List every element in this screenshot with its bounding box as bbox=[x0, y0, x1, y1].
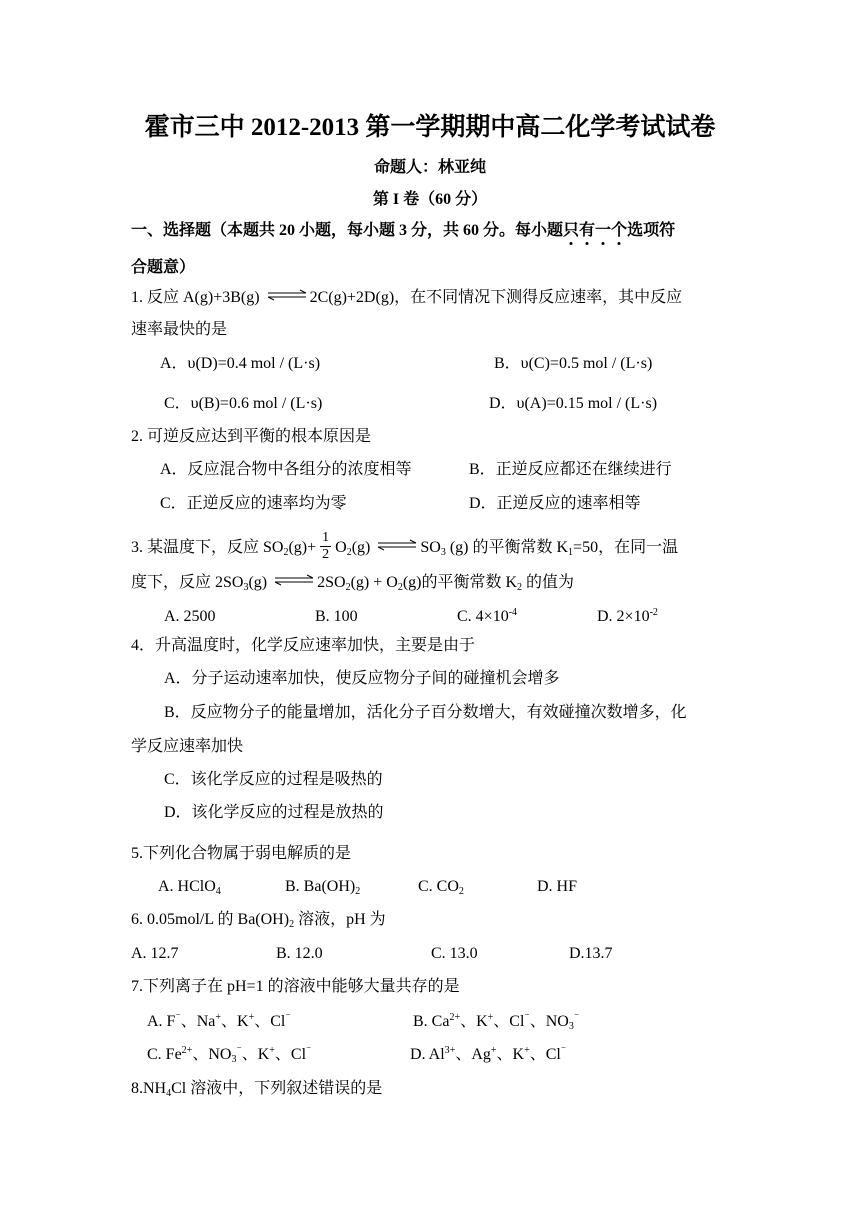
subscript: 2 bbox=[458, 886, 464, 897]
q3-sub: 2 bbox=[346, 547, 352, 559]
q3-sub: 2 bbox=[283, 547, 289, 559]
emphasis-char: 有 bbox=[579, 222, 596, 239]
question-1-stem bbox=[131, 288, 682, 308]
q6-text: 溶液，pH 为 bbox=[294, 911, 386, 928]
q8-text: 8.NH bbox=[131, 1080, 167, 1097]
q3-text: (g) + O bbox=[350, 574, 398, 591]
question-4-option-c: C．该化学反应的过程是吸热的 bbox=[164, 771, 383, 788]
question-1-option-a: A．υ(D)=0.4 mol / (L·s) bbox=[160, 355, 321, 372]
section-heading bbox=[131, 221, 675, 241]
q3-sub: 1 bbox=[568, 547, 574, 559]
subscript: 2 bbox=[355, 886, 361, 897]
question-7-option-a: A. F⁻、Na+、K+、Cl⁻ bbox=[147, 1012, 291, 1030]
q3-sub: 2 bbox=[517, 582, 523, 593]
question-4-option-a: A．分子运动速率加快，使反应物分子间的碰撞机会增多 bbox=[164, 670, 560, 687]
question-6-option-b: B. 12.0 bbox=[276, 945, 323, 962]
exponent: -2 bbox=[649, 607, 658, 618]
section-heading-text: 一、选择题（本题共 20 小题，每小题 3 分，共 60 分。每小题 bbox=[131, 222, 564, 239]
exam-part: 第 I 卷（60 分） bbox=[372, 191, 488, 208]
question-7-option-c: C. $Fe^{2+}$、$NO_3^{^-}$、K+、Cl⁻ bbox=[147, 1045, 312, 1065]
q3-sub: 3 bbox=[440, 547, 446, 559]
question-6-stem bbox=[131, 910, 386, 930]
fraction-numerator: 1 bbox=[322, 530, 330, 545]
option-text: D. 2×10 bbox=[597, 608, 650, 625]
section-heading-line2: 合题意） bbox=[131, 259, 196, 276]
exam-author: 命题人：林亚纯 bbox=[373, 159, 486, 176]
question-1-stem-suffix: 2C(g)+2D(g)，在不同情况下测得反应速率，其中反应 bbox=[309, 289, 683, 306]
question-4-option-b: B．反应物分子的能量增加，活化分子百分数增大，有效碰撞次数增多，化 bbox=[164, 704, 687, 721]
option-text: C. 4×10 bbox=[457, 608, 509, 625]
emphasis-char: 个 bbox=[611, 222, 628, 239]
question-1-stem-prefix: 1. 反应 A(g)+3B(g) bbox=[131, 289, 264, 306]
question-1-option-d: D．υ(A)=0.15 mol / (L·s) bbox=[489, 395, 658, 412]
q3-text: (g)的平衡常数 K bbox=[402, 574, 518, 591]
equilibrium-arrow-icon bbox=[273, 574, 315, 586]
question-6-option-a: A. 12.7 bbox=[131, 945, 179, 962]
question-3-option-d bbox=[597, 607, 658, 627]
subscript: 2 bbox=[289, 919, 295, 930]
question-3-stem bbox=[131, 532, 678, 565]
q3-sub: 2 bbox=[397, 582, 403, 593]
q3-sub: 3 bbox=[243, 582, 249, 593]
option-text: B. Ba(OH) bbox=[285, 878, 356, 895]
subscript: 4 bbox=[215, 886, 221, 897]
option-text: C. CO bbox=[418, 878, 459, 895]
q3-text: (g)+ bbox=[288, 539, 317, 557]
question-3-stem-line2 bbox=[131, 573, 574, 593]
question-7-option-b: B. $Ca^{2+}$、K+、Cl⁻、$NO_3^{^-}$ bbox=[413, 1012, 580, 1032]
q3-sub: 2 bbox=[345, 582, 351, 593]
question-7-option-d: D. $Al^{3+}$、Ag+、K+、Cl⁻ bbox=[410, 1045, 567, 1063]
question-5-option-d: D. HF bbox=[537, 878, 578, 895]
q3-text: (g) bbox=[351, 539, 375, 557]
equilibrium-arrow-icon bbox=[376, 539, 418, 551]
question-5-option-c bbox=[418, 877, 464, 897]
question-4-option-b-line2: 学反应速率加快 bbox=[131, 738, 244, 755]
fraction-denominator: 2 bbox=[322, 547, 330, 562]
question-7-stem: 7.下列离子在 pH=1 的溶液中能够大量共存的是 bbox=[131, 978, 460, 995]
question-3-option-c bbox=[457, 607, 517, 627]
q3-text: (g) bbox=[248, 574, 272, 591]
question-2-option-d: D．正逆反应的速率相等 bbox=[469, 495, 641, 512]
question-5-option-a bbox=[158, 877, 221, 897]
q3-text: 3. 某温度下，反应 SO bbox=[131, 539, 284, 557]
question-5-option-b bbox=[285, 877, 360, 897]
emphasis-char: 一 bbox=[595, 222, 612, 239]
question-8-stem bbox=[131, 1079, 382, 1099]
exponent: -4 bbox=[508, 607, 518, 618]
one-half-fraction bbox=[320, 530, 331, 563]
question-2-option-c: C．正逆反应的速率均为零 bbox=[160, 495, 347, 512]
question-2-option-b: B．正逆反应都还在继续进行 bbox=[469, 461, 672, 478]
emphasis-char: 只 bbox=[563, 222, 580, 239]
q3-text: O bbox=[335, 539, 347, 557]
equilibrium-arrow-icon bbox=[266, 289, 308, 301]
question-5-stem: 5.下列化合物属于弱电解质的是 bbox=[131, 845, 352, 862]
q3-text: (g) 的平衡常数 K bbox=[445, 539, 569, 557]
subscript: 4 bbox=[166, 1088, 172, 1099]
question-1-option-b: B．υ(C)=0.5 mol / (L·s) bbox=[494, 355, 653, 372]
question-4-option-d: D．该化学反应的过程是放热的 bbox=[164, 804, 384, 821]
question-1-stem-line2: 速率最快的是 bbox=[131, 321, 228, 338]
q3-text: 的值为 bbox=[522, 574, 575, 591]
question-1-option-c: C．υ(B)=0.6 mol / (L·s) bbox=[164, 395, 323, 412]
question-4-stem: 4．升高温度时，化学反应速率加快，主要是由于 bbox=[131, 637, 476, 654]
q6-text: 6. 0.05mol/L 的 Ba(OH) bbox=[131, 911, 290, 928]
exam-title: 霍市三中 2012-2013 第一学期期中高二化学考试试卷 bbox=[144, 114, 716, 141]
q8-text: Cl 溶液中，下列叙述错误的是 bbox=[171, 1080, 383, 1097]
question-6-option-c: C. 13.0 bbox=[431, 945, 478, 962]
q3-text: SO bbox=[420, 539, 441, 557]
question-6-option-d: D.13.7 bbox=[569, 945, 613, 962]
question-3-option-b: B. 100 bbox=[315, 608, 358, 625]
q3-text: =50，在同一温 bbox=[573, 539, 679, 557]
q3-text: 度下，反应 2SO bbox=[131, 574, 244, 591]
q3-text: 2SO bbox=[317, 574, 346, 591]
section-heading-tail: 选项符 bbox=[627, 222, 676, 239]
question-2-option-a: A．反应混合物中各组分的浓度相等 bbox=[160, 461, 412, 478]
question-3-option-a: A. 2500 bbox=[164, 608, 216, 625]
option-text: A. HClO bbox=[158, 878, 216, 895]
question-2-stem: 2. 可逆反应达到平衡的根本原因是 bbox=[131, 428, 372, 445]
